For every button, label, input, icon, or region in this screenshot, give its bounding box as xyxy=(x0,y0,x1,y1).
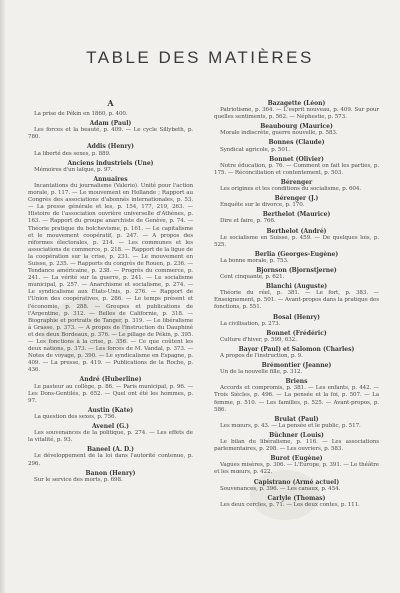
entry-author: Addis (Henry) xyxy=(87,143,134,151)
index-entry xyxy=(214,156,379,177)
entry-text: Notre éducation, p. 76. — Comment on fait les parties, p. 175. — Réconciliation et contentement, p. 503. xyxy=(214,162,379,176)
entry-author: André (Huberline) xyxy=(79,376,142,384)
right-entry-list xyxy=(214,100,379,509)
index-entry xyxy=(214,330,379,344)
index-entry xyxy=(214,283,379,311)
index-entry xyxy=(214,378,379,413)
entry-author: Briens xyxy=(285,378,308,386)
page-edge-shadow xyxy=(0,0,6,593)
index-entry xyxy=(28,470,193,484)
entry-author: Bjornson (Bjornstjerne) xyxy=(256,266,337,274)
index-entry xyxy=(214,251,379,265)
entry-author: Avenel (G.) xyxy=(92,423,129,431)
entry-text: Morale indiscrète, guerre nouvelle, p. 583. xyxy=(220,130,338,137)
entry-text: La civilisation, p. 273. xyxy=(220,320,281,327)
entry-author: Capistrano (Armé actuel) xyxy=(253,478,340,486)
entry-author: Bonnes (Claude) xyxy=(268,139,325,147)
entry-author: Adam (Paul) xyxy=(89,120,132,128)
entry-author: Bonnet (Frédéric) xyxy=(266,329,327,337)
entry-author: Büchner (Louis) xyxy=(269,431,324,439)
entry-author: Anciens industriels (Une) xyxy=(67,159,154,167)
index-entry xyxy=(214,139,379,153)
entry-text: La liberté des sexes, p. 889. xyxy=(34,150,111,157)
index-entry xyxy=(28,376,193,404)
left-entry-list xyxy=(28,111,193,484)
entry-text: Accords et compromis, p. 381. — Les enfants, p. 442. — Trois Siècles, p. 496. — La pensée et la foi, p. 507. — La femme, p. 510. — Les familles, p. 525. — Avant-propos, p. 586. xyxy=(214,385,379,413)
entry-text: Le développement de la loi dans l'autorité contenue, p. 296. xyxy=(28,453,193,467)
index-entry xyxy=(214,195,379,209)
index-entry xyxy=(28,143,193,157)
entry-text: Le socialisme en Suisse, p. 459. — De quelques lois, p. 525. xyxy=(214,234,379,248)
index-entry xyxy=(214,455,379,476)
entry-author: Bérenger (J.) xyxy=(274,195,319,203)
index-entry xyxy=(214,314,379,328)
entry-text: Culture d'hiver, p. 599, 632. xyxy=(220,336,297,343)
left-column xyxy=(28,100,193,582)
entry-text: Vagues misères, p. 306. — L'Europe, p. 391. — Le théâtre et les mœurs, p. 422. xyxy=(214,462,379,476)
entry-text: Sur le service des morts, p. 698. xyxy=(34,476,123,483)
entry-text: Enquête sur le divorce, p. 170. xyxy=(220,202,305,209)
entry-text: Les origines et les conditions du socialisme, p. 604. xyxy=(220,186,362,193)
entry-text: Les souvenances de la politique, p. 274. — Les effets de la vitalité, p. 93. xyxy=(28,430,193,444)
page-title: TABLE DES MATIÈRES xyxy=(86,48,314,67)
entry-text: Incantations du journalisme (Valerio). Unité pour l'action morale, p. 117. — Le mouvement en Hollande ; Rapport au Congrès des associations d'abonnés internationales, p. 53. — La presse générale et les, p. 154, 177, 219, 263. — Histoire de l'association ouvrière universelle d'Athènes, p. 163. — Rapport du groupe anarchiste de Genève, p. 74. — Théorie pratique du bolchevisme, p. 161. — Le capitalisme et le mouvement coopératif, p. 247. — A propos des réformes électorales, p. 214. — Les communes et les associations de commerce, p. 218. — Rapport de la ligue de la coopération sur la crise, p. 231. — Le mouvement en Suisse, p. 235. — Rapports du congrès de Rouen, p. 236. — Tendance américaine, p. 238. — Progrès du commerce, p. 241. — La vérité sur la guerre, p. 241. — Le socialisme municipal, p. 257. — Anarchisme et socialisme, p. 274. — Le syndicalisme aux États-Unis, p. 276. — Rapport de l'Union des coopératives, p. 286. — Le temps présent et l'économie, p. 288. — Groupes et publications de l'Argentine, p. 312. — Belles de Californie, p. 318. — Biographie et portraits de Tanger, p. 319. — Le libéralisme à Grasse, p. 373. — A propos de l'instruction du Dauphiné et des deux Bordeaux, p. 376. — Le pillage de Pékin, p. 395. — Les fonctions à la crise, p. 356. — Ce que coûtent les deux nations, p. 373. — Les forces de M. Vandal, p. 373. — Notes de voyage, p. 390. — Le syndicalisme en Espagne, p. 409. — La presse, p. 419. — Publications de la Roche, p. 436. xyxy=(28,182,193,374)
entry-text: Le bilan du libéralisme, p. 116. — Les associations parlementaires, p. 298. — Les ouvriers, p. 583. xyxy=(214,439,379,453)
entry-author: Bayor (Paul) et Salomon (Charles) xyxy=(238,345,355,353)
entry-author: Banon (Henry) xyxy=(85,469,136,477)
entry-author: Baneel (A. D.) xyxy=(87,446,134,454)
entry-text: Les deux cercles, p. 71. — Les deux contes, p. 111. xyxy=(220,501,360,508)
index-entry xyxy=(28,111,193,118)
entry-author: Bosal (Henry) xyxy=(273,313,320,321)
section-letter: A xyxy=(107,100,114,108)
entry-text: Dire et faire, p. 766. xyxy=(220,218,276,225)
index-entry xyxy=(214,100,379,121)
entry-text: La question des sexes, p. 756. xyxy=(34,413,117,420)
entry-text: Syndicat agricole, p. 501. xyxy=(220,146,290,153)
index-entry xyxy=(214,267,379,281)
entry-author: Brémontier (Jeanne) xyxy=(261,362,332,370)
entry-text: Théorie du réel, p. 381. — Le fort, p. 383. — Enseignement, p. 501. — Avant-propos dans la pratique des fonctions, p. 551. xyxy=(214,290,379,311)
entry-author: Carlyle (Thomas) xyxy=(267,494,326,502)
entry-author: Annuaires xyxy=(93,175,128,183)
entry-author: Bazagette (Léon) xyxy=(267,100,326,107)
index-entry xyxy=(214,179,379,193)
entry-text: Souvenances, p. 396. — Les canaux, p. 454. xyxy=(220,485,341,492)
entry-text: Les mœurs, p. 43. — La pensée et le public, p. 517. xyxy=(220,422,361,429)
entry-author: Beaubourg (Maurice) xyxy=(260,123,333,131)
entry-text: A propos de l'instruction, p. 9. xyxy=(220,353,303,359)
entry-author: Brulat (Paul) xyxy=(274,415,319,423)
entry-author: Austin (Kate) xyxy=(87,406,134,414)
entry-author: Berlia (Georges-Eugène) xyxy=(254,250,339,258)
entry-text: La prise de Pékin en 1860, p. 400. xyxy=(34,111,128,118)
index-entry xyxy=(214,228,379,249)
index-entry xyxy=(214,416,379,430)
index-entry xyxy=(28,407,193,421)
entry-author: Berthelot (Maurice) xyxy=(262,211,331,219)
entry-text: Patriotisme, p. 364. — L'esprit nouveau, p. 409. Sur pour quelles sentiments, p. 562. — Néphestie, p. 573. xyxy=(214,107,379,121)
index-entry xyxy=(28,423,193,444)
index-entry xyxy=(28,446,193,467)
index-entry xyxy=(214,362,379,376)
index-entry xyxy=(214,479,379,493)
entry-text: Mémoires d'un laïque, p. 97. xyxy=(34,166,113,173)
index-entry xyxy=(214,495,379,509)
entry-author: Berthelot (André) xyxy=(266,227,327,235)
entry-author: Bérenger xyxy=(280,178,313,186)
entry-text: Cent cinquante, p. 621. xyxy=(220,274,285,281)
index-entry xyxy=(214,432,379,453)
entry-text: Les forces et la beauté, p. 409. — Le cycle Sillybeth, p. 780. xyxy=(28,127,193,141)
entry-author: Blanchi (Auguste) xyxy=(265,283,328,291)
index-entry xyxy=(214,211,379,225)
index-entry xyxy=(28,160,193,174)
entry-text: Un de la nouvelle fille, p. 312. xyxy=(220,369,303,376)
entry-author: Burot (Eugène) xyxy=(270,455,323,463)
right-column xyxy=(214,100,379,520)
entry-text: Le pasteur au collège, p. 86. — Paris municipal, p. 96. — Les Dons-Gentilés, p. 652. — Quel ont été les hommes, p. 97. xyxy=(28,383,193,404)
index-entry xyxy=(214,346,379,360)
index-entry xyxy=(28,176,193,375)
entry-author: Bonnet (Olivier) xyxy=(269,155,324,163)
index-entry xyxy=(214,123,379,137)
index-entry xyxy=(28,120,193,141)
entry-text: La bonne morale, p. 753. xyxy=(220,257,289,264)
